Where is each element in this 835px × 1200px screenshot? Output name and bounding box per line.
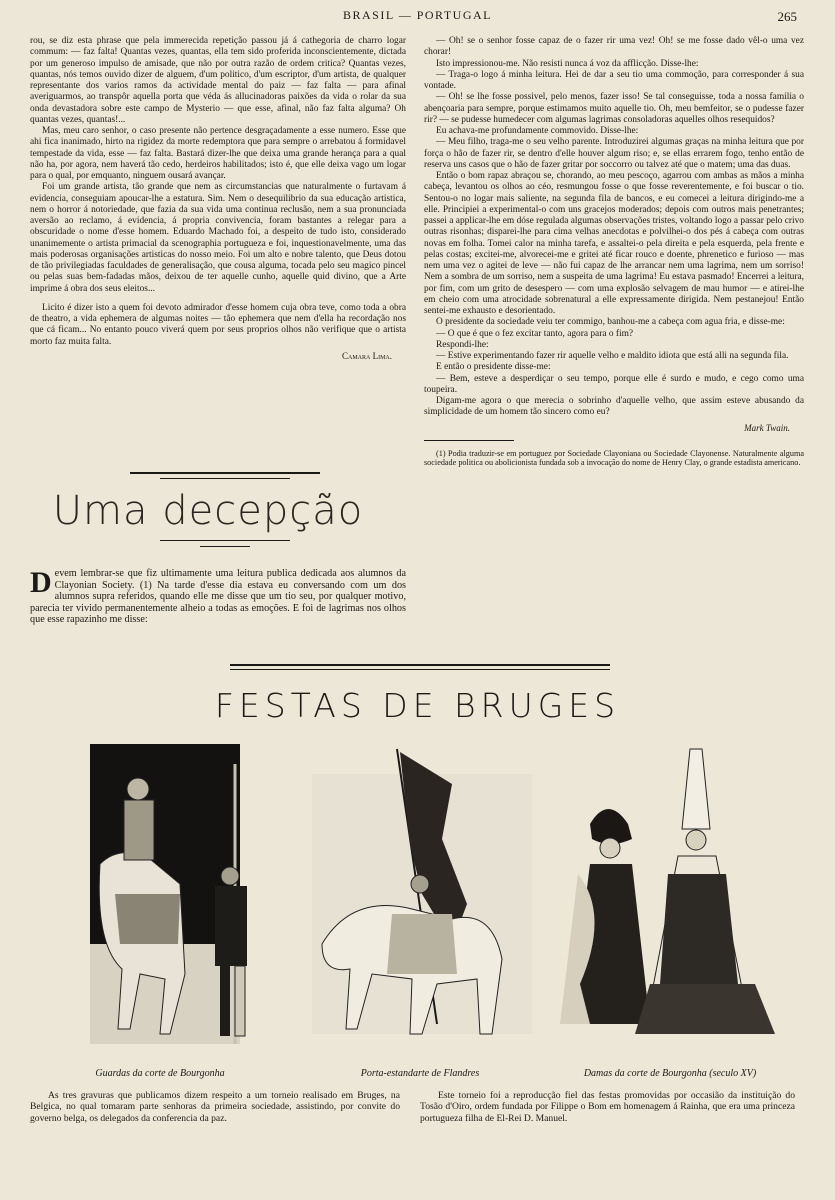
story-signature: Mark Twain.	[744, 422, 790, 433]
divider-rule	[160, 478, 290, 479]
article-intro-text: evem lembrar-se que fiz ultimamente uma leitura publica dedicada aos alumnos da Clayonian Society. (1) Na tarde d'esse dia estava eu conversando com um dos alumnos supra referidos, quando elle me disse que um tio seu, por qualquer motivo, parecia ter vivido permanentemente alheio a todas as emoções. E foi de lagrimas nos olhos que esse rapazinho me disse:	[30, 568, 406, 626]
footnote: (1) Podia traduzir-se em portuguez por Sociedade Clayoniana ou Sociedade Clayonense. Naturalmente alguma sociedade politica ou abolicionista fundada sob a invocação do nome de Henry Clay, o grande estadista americano.	[424, 448, 804, 468]
story-paragraph: E então o presidente disse-me:	[436, 362, 551, 373]
divider-rule	[160, 540, 290, 541]
article-title: Uma decepção	[52, 488, 364, 534]
story-column	[424, 36, 804, 468]
story-paragraph: Respondi-lhe:	[436, 339, 489, 350]
caption-ladies: Damas da corte de Bourgonha (seculo XV)	[583, 1068, 757, 1079]
obituary-signature: Camara Lima.	[341, 350, 392, 361]
standard-bearer-photo	[302, 744, 542, 1054]
divider-rule	[130, 472, 320, 474]
story-paragraph: — Traga-o logo á minha leitura. Hei de dar a seu tio uma commoção, para corresponder á sua vontade.	[424, 69, 804, 91]
ladies-photo	[550, 744, 785, 1054]
story-paragraph: — O que é que o fez excitar tanto, agora para o fim?	[436, 328, 634, 339]
page-header	[0, 4, 835, 24]
obituary-paragraph: Licito é dizer isto a quem foi devoto admirador d'esse homem cuja obra teve, como toda a obra de theatro, a vida ephemera de algumas noites — tão ephemera que nem d'ella ha recordação nos que cá ficam... No entanto pouco viverá quem por seus proprios olhos não verifique que o artista morto faz muita falta.	[30, 302, 406, 347]
obituary-column	[30, 36, 406, 362]
story-paragraph: Eu achava-me profundamente commovido. Disse-lhe:	[436, 126, 639, 136]
story-paragraph: Digam-me agora o que merecia o sobrinho d'aquelle velho, que assim esteve abusando da simplicidade de um homem tão sincero como eu?	[424, 396, 804, 418]
story-paragraph: O presidente da sociedade veiu ter commigo, banhou-me a cabeça com agua fria, e disse-me:	[436, 317, 785, 328]
article-intro	[30, 568, 406, 626]
story-paragraph: — Oh! se lhe fosse possivel, pelo menos, fazer isso! Se tal conseguisse, toda a nossa familia o abençoaria para sempre, porque estimamos muito aquelle tio. Oh, meu bemfeitor, se o pudesse fazer rir? — se pudesse humedecer com algumas lagrimas consoladoras aquelles olhos resequidos?	[424, 92, 804, 125]
running-title: BRASIL — PORTUGAL	[342, 8, 492, 22]
story-paragraph: Isto impressionou-me. Não resisti nunca á voz da afflicção. Disse-lhe:	[436, 58, 699, 69]
section-divider	[230, 664, 610, 666]
story-paragraph: — Estive experimentando fazer rir aquelle velho e maldito idiota que está alli na segunda fila.	[436, 351, 789, 361]
festas-title: FESTAS DE BRUGES	[214, 686, 621, 725]
caption-standard-bearer: Porta-estandarte de Flandres	[360, 1068, 480, 1079]
story-paragraph: — Oh! se o senhor fosse capaz de o fazer rir uma vez! Oh! se me fosse dado vêl-o uma vez chorar!	[424, 36, 804, 58]
festas-text-left	[30, 1090, 400, 1124]
story-paragraph: — Meu filho, traga-me o seu velho parente. Introduzirei algumas graças na minha leitura que por força o hão de fazer rir, se dentro d'elle houver algum riso; e, se ellas errarem fogo, tenho então de reserva uns casos que o hão de fazer gritar por soccorro ou talvez até que o matem; uma das duas.	[424, 137, 804, 170]
story-paragraph: Então o bom rapaz abraçou se, chorando, ao meu pescoço, agarrou com ambas as mãos a minha cabeça, levantou os olhos ao céo, resmungou fosse o que fosse reverentemente, e foi buscar o tio. Sentou-o no logar mais saliente, na segunda fila de bancos, e eu comecei a leitura dirigindo-me a elle. Principiei a experimental-o com uns gracejos moderados; depois com outros mais penetrantes; passei a applicar-lhe em dóse regulada algumas observações tristes, voltando logo a passar pelo crivo outras risonhas; disparei-lhe para cima velhas anecdotas e polvilhei-o dos pés á cabeça com outras novas em folha. Tomei calor na minha tarefa, e assaltei-o pela direita e pela esquerda, pela frente e pelas costas; excitei-me, alvorecei-me e gritei até ficar rouco e doente, phrenetico e furioso — mas nem uma vez o agitei de leve — não fui capaz de lhe arrancar nem uma lagrima, nem um sorriso! Nem a sombra de um sorriso, nem a suspeita de uma lagrima! Eu estava pasmado! Encerrei a leitura, por fim, com um grito de desespero — com uma explosão selvagem de mau humor — e atirei-lhe em cheio com uma atrocidade sobrenatural a elle expressamente dirigida. Nem pestanejou! Então sentei-me exhausto e desorientado.	[424, 171, 804, 316]
divider-rule	[200, 546, 250, 547]
obituary-paragraph: rou, se diz esta phrase que pela immerecida repetição passou já á cathegoria de charro logar commum: — faz falta! Quantas vezes, quantas, ella tem sido proferida inconscientemente, dictada por um generoso impulso de amisade, que não por outra razão de ordem critica? Quantas vezes, quantas, nós temos ouvido dizer de alguem, d'um politico, d'um escriptor, d'um artista, de qualquer representante dos varios ramos da actividade mental do paiz — faz falta — para afinal averiguarmos, ao transpôr aquella porta que véda ás allucinadoras paixões da vida o rolar da sua onda devastadora sobre este campo de Mysterio — que esse, afinal, não faz falta alguma? Oh quantas vezes, quantas!...	[30, 36, 406, 125]
festas-paragraph: Este torneio foi a reproducção fiel das festas promovidas por occasião da instituição do Tosão d'Oiro, ordem fundada por Filippe o Bom em homenagem á Rainha, que era uma princeza portugueza filha de El-Rei D. Manuel.	[420, 1090, 795, 1124]
guards-photo	[60, 744, 280, 1054]
caption-guards: Guardas da corte de Bourgonha	[95, 1068, 225, 1079]
drop-cap: D	[30, 566, 52, 599]
section-divider	[230, 669, 610, 670]
festas-paragraph: As tres gravuras que publicamos dizem respeito a um torneio realisado em Bruges, na Belgica, no qual tomaram parte senhoras da primeira sociedade, assistindo, por convite do governo belga, os delegados da conferencia da paz.	[30, 1090, 400, 1124]
page-number: 265	[777, 9, 797, 24]
footnote-rule	[424, 440, 514, 441]
story-paragraph: — Bem, esteve a desperdiçar o seu tempo, porque elle é surdo e mudo, e cego como uma toupeira.	[424, 373, 804, 395]
obituary-paragraph: Foi um grande artista, tão grande que nem as circumstancias que naturalmente o furtavam á evidencia, conseguiam apoucar-lhe a estatura. Sim. Nem o desequilibrio da sua educação artistica, nem o horror á notoriedade, que fazia da sua vida uma continua reclusão, nem a sua pronunciada aversão ao reclamo, á evidencia, á propria convivencia, foram bastantes a relegar para a obscuridade o nome d'esse homem. Eduardo Machado foi, a despeito de tudo isto, considerado unanimemente o artista primacial da scenographia portugueza e foi, inquestionavelmente, uma das mais poderosas organisações artisticas do nosso meio. Foi um alto e nobre talento, que Deus dotou de tão privilegiadas faculdades de generalisação, que cousa alguma, tocada pelo seu magico pincel ou pelas suas bem-fadadas mãos, deixou de ter aquelle cunho, aquelle quid divino, que a Arte imprime á obra dos seus eleitos...	[30, 182, 406, 294]
festas-text-right	[420, 1090, 795, 1124]
obituary-paragraph: Mas, meu caro senhor, o caso presente não pertence desgraçadamente a esse numero. Esse que ahi fica inanimado, hirto na rigidez da morte redemptora que para sempre o arrebatou á formidavel tempestade da vida, esse — faz falta. Bastará dizer-lhe que deixa uma grande herança para a qual não ha, por agora, nem haverá tão cedo, herdeiros habilitados; isto é, que elle deixa vago um logar para o qual, por emquanto, ninguem ousará avançar.	[30, 126, 406, 181]
